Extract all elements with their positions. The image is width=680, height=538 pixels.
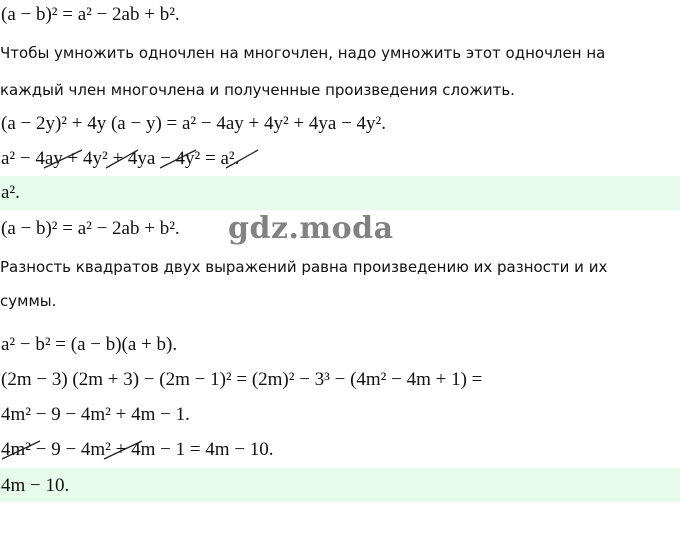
rule-difference-of-squares-line2: суммы. xyxy=(0,292,57,310)
formula-square-of-difference-2: (a − b)² = a² − 2ab + b². xyxy=(1,218,180,239)
rule-monomial-times-polynomial-line1: Чтобы умножить одночлен на многочлен, надо умножить этот одночлен на xyxy=(0,44,606,62)
expansion-step-2: (2m − 3) (2m + 3) − (2m − 1)² = (2m)² − 3³ − (4m² − 4m + 1) = xyxy=(1,369,483,390)
answer-2: 4m − 10. xyxy=(1,475,70,496)
simplification-step-1: a² − 4ay + 4y² + 4ya − 4y² = a². xyxy=(1,148,240,169)
watermark-logo: gdz.moda xyxy=(228,211,394,246)
expansion-step-2-result: 4m² − 9 − 4m² + 4m − 1. xyxy=(1,404,190,425)
answer-highlight-1 xyxy=(0,176,680,210)
rule-difference-of-squares-line1: Разность квадратов двух выражений равна произведению их разности и их xyxy=(0,258,608,276)
formula-difference-of-squares: a² − b² = (a − b)(a + b). xyxy=(1,334,178,355)
rule-monomial-times-polynomial-line2: каждый член многочлена и полученные произведения сложить. xyxy=(0,81,515,99)
simplification-step-2: 4m² − 9 − 4m² + 4m − 1 = 4m − 10. xyxy=(1,439,274,460)
expansion-step-1: (a − 2y)² + 4y (a − y) = a² − 4ay + 4y² + 4ya − 4y². xyxy=(1,113,386,134)
answer-1: a². xyxy=(1,182,20,203)
formula-square-of-difference: (a − b)² = a² − 2ab + b². xyxy=(1,4,180,25)
answer-highlight-2 xyxy=(0,468,680,502)
